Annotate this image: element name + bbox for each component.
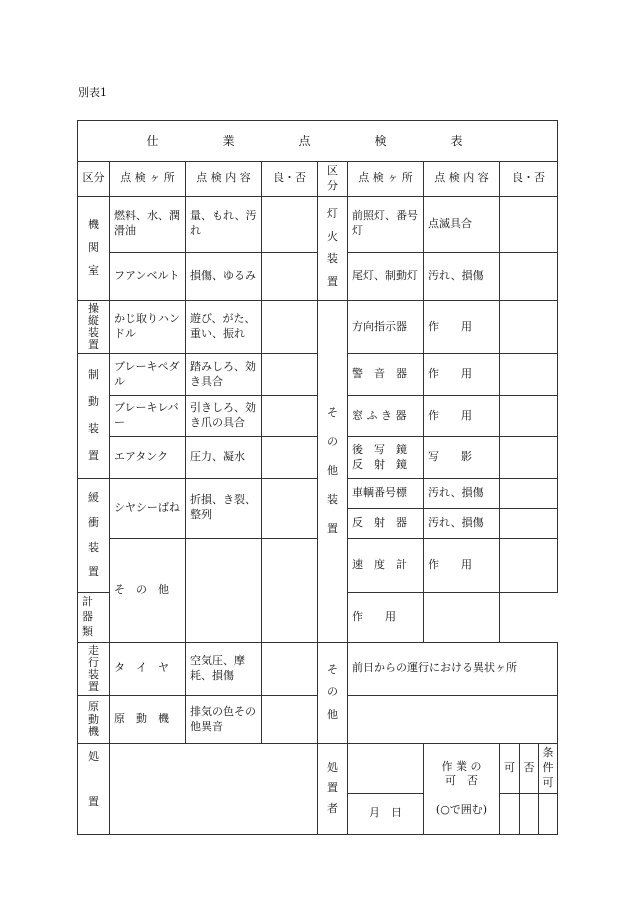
content-reflector: 汚れ、損傷 bbox=[424, 508, 500, 538]
item-turn-signal: 方向指示器 bbox=[348, 301, 424, 354]
disposal-entry[interactable] bbox=[110, 744, 318, 835]
result-cell[interactable] bbox=[262, 642, 318, 695]
ok-mark[interactable] bbox=[500, 794, 519, 834]
content-brake-pedal: 踏みしろ、効き具合 bbox=[186, 354, 262, 395]
header-content: 点 検 内 容 bbox=[186, 162, 262, 197]
label-brakes: 制 動 装 置 bbox=[78, 354, 110, 478]
item-steering-wheel: かじ取りハンドル bbox=[110, 301, 186, 354]
conditional-mark[interactable] bbox=[538, 794, 557, 834]
item-headlight: 前照灯、番号灯 bbox=[348, 196, 424, 252]
item-speedometer: 速 度 計 bbox=[348, 538, 424, 592]
label-lights: 灯 火 装 置 bbox=[318, 196, 348, 300]
item-chassis-spring: シヤシーばね bbox=[110, 478, 186, 538]
content-speedometer: 作 用 bbox=[424, 538, 500, 592]
anomaly-entry[interactable] bbox=[348, 696, 558, 744]
result-cell[interactable] bbox=[500, 395, 558, 436]
header-item-right: 点 検 ヶ 所 bbox=[348, 162, 424, 197]
header-row bbox=[78, 162, 558, 197]
content-motor: 排気の色その他異音 bbox=[186, 696, 262, 744]
header-category-right: 区分 bbox=[318, 162, 348, 197]
result-cell[interactable] bbox=[262, 354, 318, 395]
result-cell[interactable] bbox=[500, 354, 558, 395]
header-item: 点 検 ヶ 所 bbox=[110, 162, 186, 197]
item-air-tank: エアタンク bbox=[110, 437, 186, 478]
result-cell[interactable] bbox=[500, 478, 558, 508]
content-wiper: 作 用 bbox=[424, 395, 500, 436]
item-taillight: 尾灯、制動灯 bbox=[348, 252, 424, 300]
conditional-label[interactable]: 条件可 bbox=[542, 746, 554, 789]
content-taillight: 汚れ、損傷 bbox=[424, 252, 500, 300]
content-gauges: 作 用 bbox=[348, 593, 424, 643]
item-motor: 原 動 機 bbox=[110, 696, 186, 744]
result-cell[interactable] bbox=[262, 478, 318, 538]
result-cell[interactable] bbox=[500, 508, 558, 538]
header-result: 良・否 bbox=[262, 162, 318, 197]
result-cell[interactable] bbox=[500, 301, 558, 354]
result-cell[interactable] bbox=[262, 395, 318, 436]
header-content-right: 点 検 内 容 bbox=[424, 162, 500, 197]
item-plate: 車輌番号標 bbox=[348, 478, 424, 508]
inspection-table bbox=[77, 120, 558, 835]
ok-marks bbox=[500, 793, 558, 834]
content-fuel: 量、もれ、汚れ bbox=[186, 196, 262, 252]
content-air-tank: 圧力、凝水 bbox=[186, 437, 262, 478]
result-cell[interactable] bbox=[262, 252, 318, 300]
content-horn: 作 用 bbox=[424, 354, 500, 395]
label-handler: 処 置 者 bbox=[318, 744, 348, 835]
item-tire: タ イ ヤ bbox=[110, 642, 186, 695]
result-cell[interactable] bbox=[500, 252, 558, 300]
header-category: 区分 bbox=[78, 162, 110, 197]
content-plate: 汚れ、損傷 bbox=[424, 478, 500, 508]
ng-mark[interactable] bbox=[519, 794, 538, 834]
anomaly-note: 前日からの運行における異状ヶ所 bbox=[348, 642, 558, 695]
label-suspension: 緩 衝 装 置 bbox=[78, 478, 110, 592]
result-cell[interactable] bbox=[262, 437, 318, 478]
item-mirrors: 後 写 鏡 反 射 鏡 bbox=[348, 437, 424, 478]
table-title: 仕 業 点 検 表 bbox=[78, 121, 558, 162]
result-cell[interactable] bbox=[500, 538, 558, 592]
label-motor: 原 動 機 bbox=[78, 696, 110, 744]
label-other: そ の 他 bbox=[318, 642, 348, 743]
result-cell[interactable] bbox=[262, 538, 318, 642]
label-engine-room: 機 関 室 bbox=[78, 196, 110, 300]
item-brake-pedal: ブレーキペダル bbox=[110, 354, 186, 395]
item-fuel: 燃料、水、潤滑油 bbox=[110, 196, 186, 252]
work-ok-label: 作 業 の 可 否 bbox=[441, 759, 482, 788]
ok-label[interactable]: 可 bbox=[500, 744, 519, 793]
content-suspension-other bbox=[186, 538, 262, 642]
content-fanbelt: 損傷、ゆるみ bbox=[186, 252, 262, 300]
content-mirrors: 写 影 bbox=[424, 437, 500, 478]
date-cell[interactable]: 月 日 bbox=[348, 793, 424, 834]
item-brake-lever: ブレーキレバー bbox=[110, 395, 186, 436]
content-brake-lever: 引きしろ、効き爪の具合 bbox=[186, 395, 262, 436]
content-steering-wheel: 遊び、がた、重い、振れ bbox=[186, 301, 262, 354]
content-headlight: 点滅具合 bbox=[424, 196, 500, 252]
work-ok-cell bbox=[424, 744, 500, 835]
item-fanbelt: フアンベルト bbox=[110, 252, 186, 300]
content-chassis-spring: 折損、き裂、整列 bbox=[186, 478, 262, 538]
ng-label[interactable]: 否 bbox=[519, 744, 538, 793]
label-steering: 操 縦 装 置 bbox=[78, 301, 110, 354]
content-tire: 空気圧、摩耗、損傷 bbox=[186, 642, 262, 695]
result-cell[interactable] bbox=[262, 696, 318, 744]
label-disposal: 処 置 bbox=[78, 744, 110, 835]
item-reflector: 反 射 器 bbox=[348, 508, 424, 538]
content-turn-signal: 作 用 bbox=[424, 301, 500, 354]
label-other-equipment: そ の 他 装 置 bbox=[318, 301, 348, 643]
header-result-right: 良・否 bbox=[500, 162, 558, 197]
item-wiper: 窓 ふ き 器 bbox=[348, 395, 424, 436]
result-cell[interactable] bbox=[500, 196, 558, 252]
item-gauges: 計 器 類 bbox=[78, 593, 110, 643]
ok-options bbox=[500, 744, 558, 794]
handler-entry[interactable] bbox=[348, 744, 424, 794]
label-running: 走 行 装 置 bbox=[78, 642, 110, 695]
circle-note: (○で囲む) bbox=[435, 803, 488, 817]
result-cell[interactable] bbox=[424, 593, 500, 643]
item-suspension-other: そ の 他 bbox=[110, 538, 186, 642]
result-cell[interactable] bbox=[500, 437, 558, 478]
result-cell[interactable] bbox=[262, 196, 318, 252]
result-cell[interactable] bbox=[262, 301, 318, 354]
item-horn: 警 音 器 bbox=[348, 354, 424, 395]
document-caption: 別表1 bbox=[78, 86, 107, 99]
